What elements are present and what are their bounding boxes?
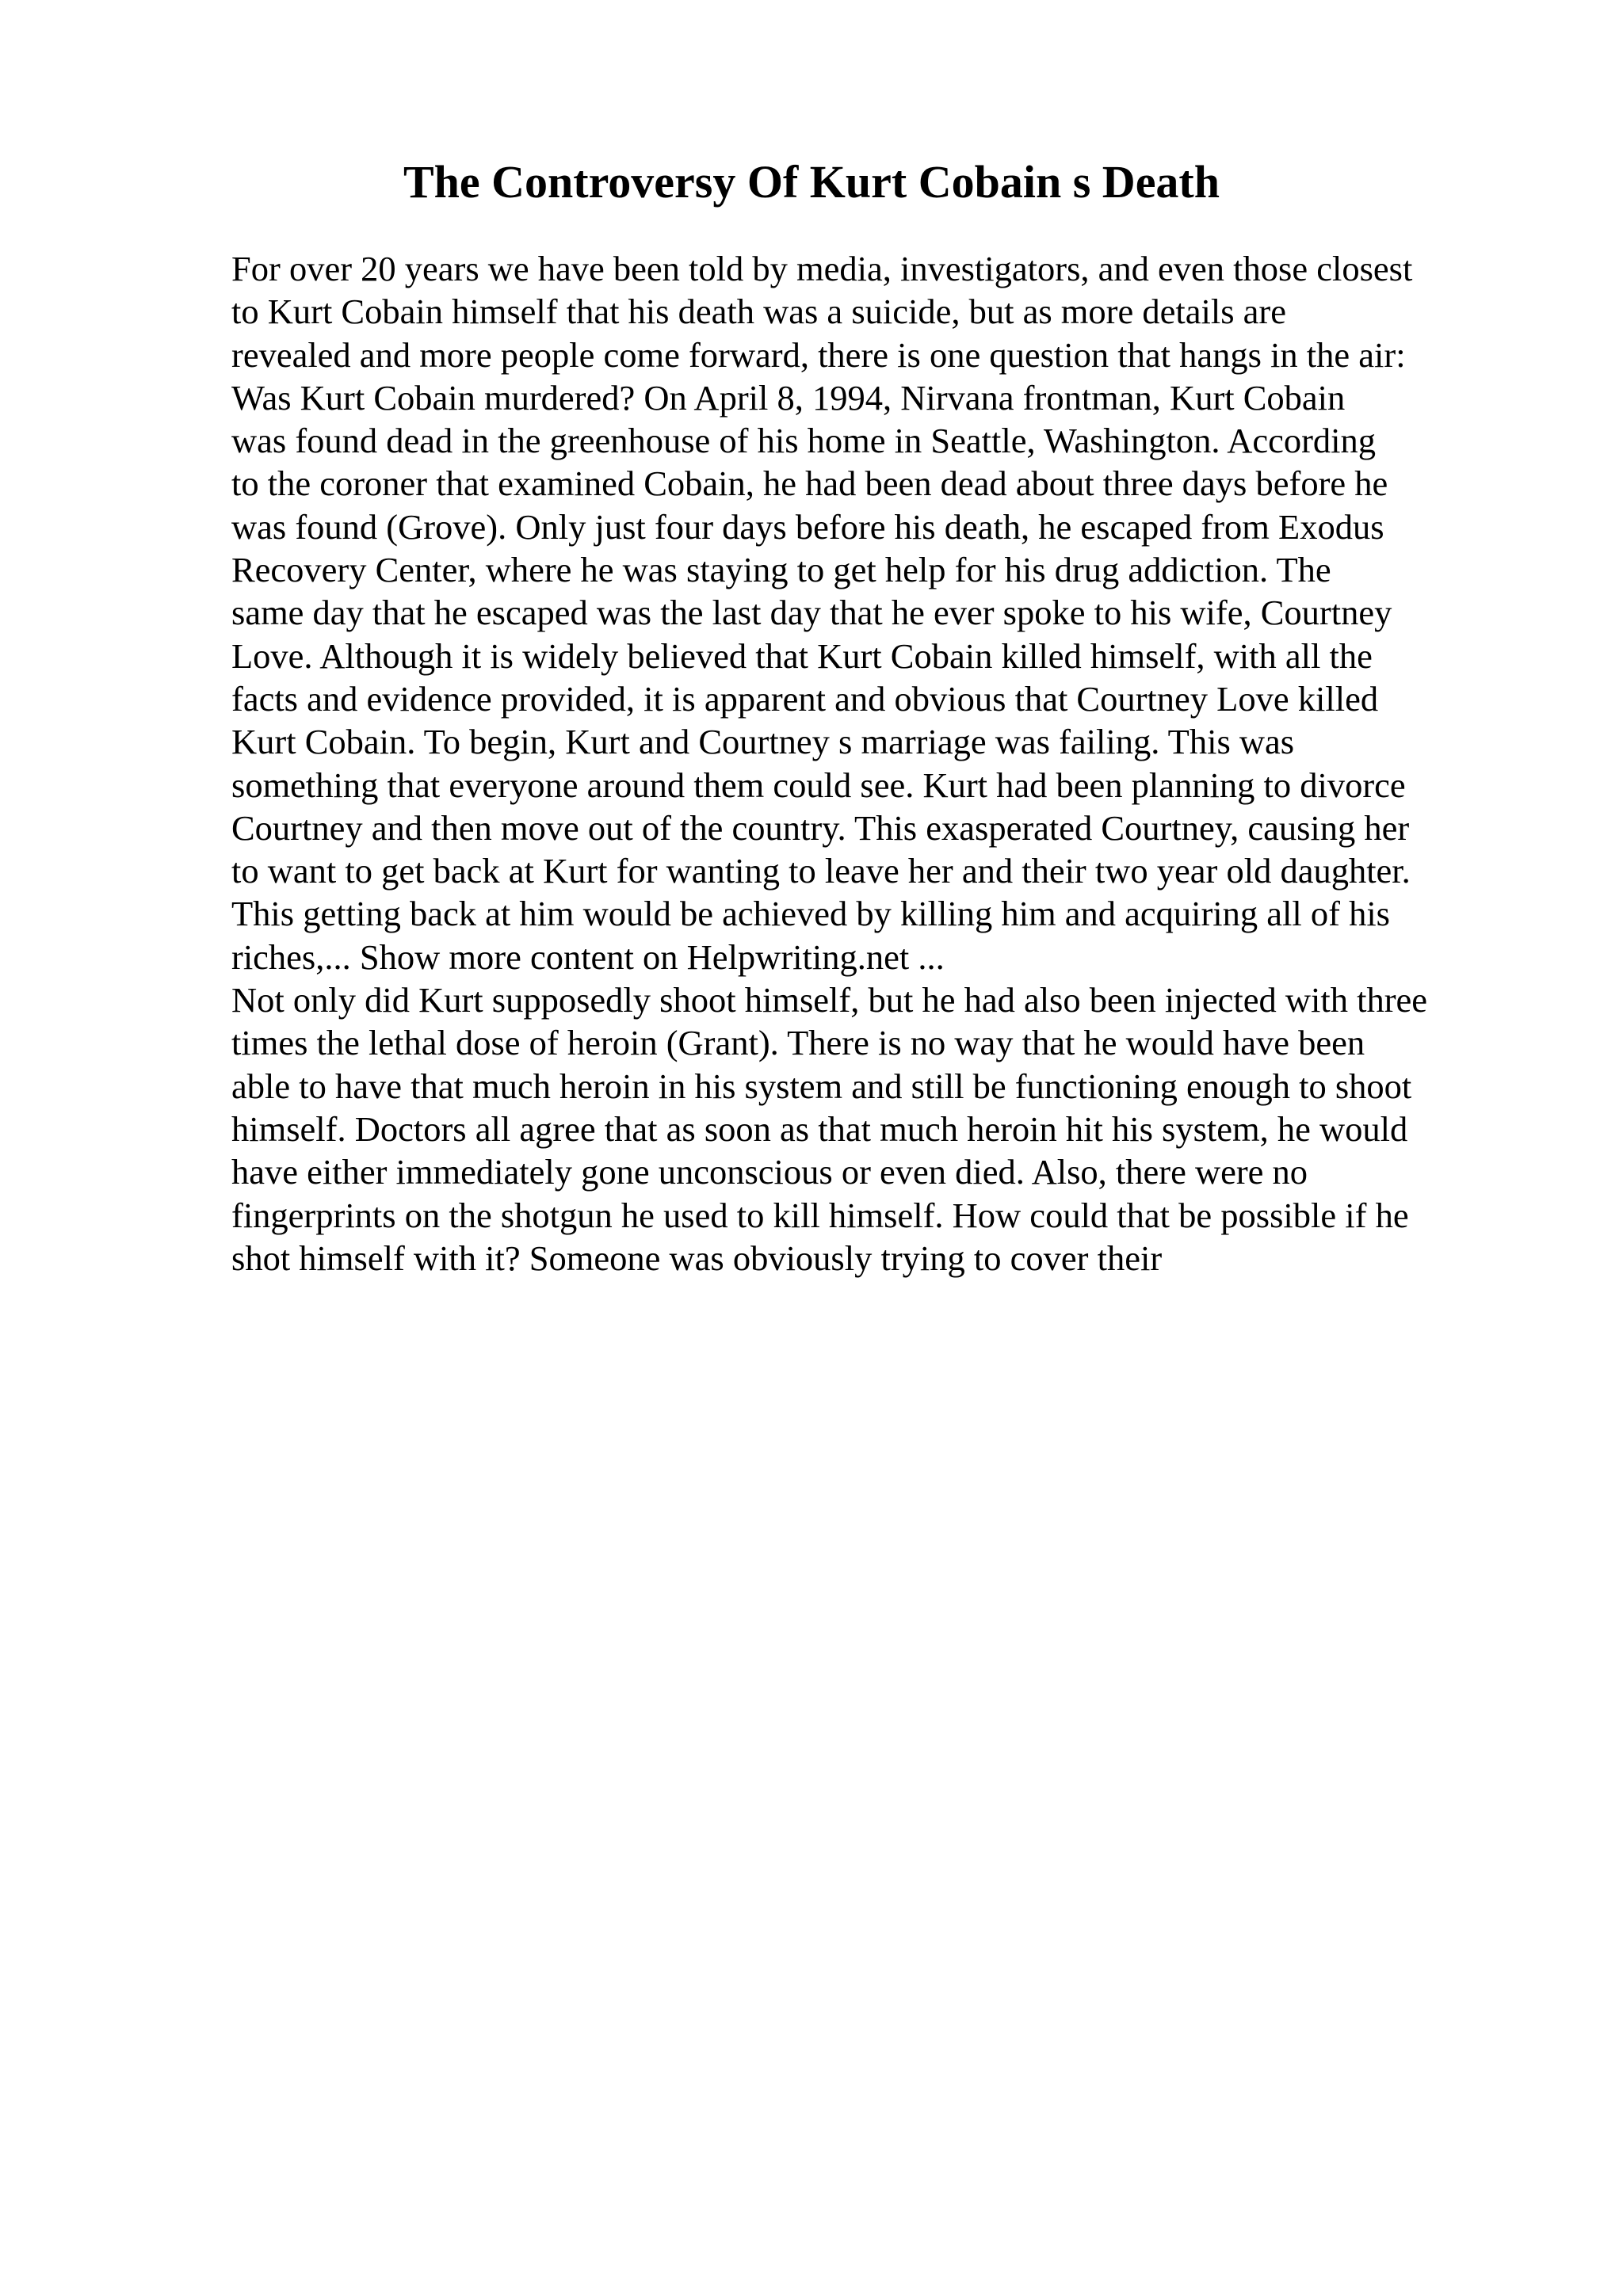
body-line: times the lethal dose of heroin (Grant). There is no way that he would have been	[231, 1023, 1365, 1063]
body-line: Kurt Cobain. To begin, Kurt and Courtney s marriage was failing. This was	[231, 722, 1295, 762]
body-line: something that everyone around them could see. Kurt had been planning to divorce	[231, 765, 1406, 805]
body-line: Courtney and then move out of the country. This exasperated Courtney, causing her	[231, 807, 1410, 848]
body-line: was found (Grove). Only just four days before his death, he escaped from Exodus	[231, 506, 1384, 547]
show-more-line: riches,... Show more content on Helpwriting.net ...	[231, 936, 945, 977]
body-line: shot himself with it? Someone was obviously trying to cover their	[231, 1238, 1163, 1278]
body-line: fingerprints on the shotgun he used to kill himself. How could that be possible if he	[231, 1195, 1409, 1235]
body-line: to want to get back at Kurt for wanting to leave her and their two year old daughter.	[231, 851, 1411, 891]
body-line: was found dead in the greenhouse of his home in Seattle, Washington. According	[231, 421, 1377, 461]
body-line: same day that he escaped was the last day that he ever spoke to his wife, Courtney	[231, 593, 1392, 633]
body-line: revealed and more people come forward, there is one question that hangs in the air:	[231, 334, 1406, 375]
body-line: For over 20 years we have been told by media, investigators, and even those closest	[231, 249, 1413, 288]
body-line: to Kurt Cobain himself that his death was a suicide, but as more details are	[231, 292, 1286, 332]
body-line: himself. Doctors all agree that as soon as that much heroin hit his system, he would	[231, 1108, 1408, 1149]
body-line: have either immediately gone unconscious or even died. Also, there were no	[231, 1152, 1308, 1192]
body-line: facts and evidence provided, it is apparent and obvious that Courtney Love killed	[231, 678, 1379, 719]
body-line: Was Kurt Cobain murdered? On April 8, 1994, Nirvana frontman, Kurt Cobain	[231, 377, 1346, 418]
body-line: to the coroner that examined Cobain, he had been dead about three days before he	[231, 463, 1388, 504]
body-line: This getting back at him would be achieved by killing him and acquiring all of his	[231, 894, 1391, 934]
document-body	[231, 247, 1515, 1280]
document-title: The Controversy Of Kurt Cobain s Death	[403, 156, 1220, 208]
body-line: Not only did Kurt supposedly shoot himself, but he had also been injected with three	[231, 980, 1428, 1020]
body-line: Love. Although it is widely believed that Kurt Cobain killed himself, with all the	[231, 635, 1373, 676]
body-line: able to have that much heroin in his system and still be functioning enough to shoot	[231, 1066, 1412, 1106]
body-line: Recovery Center, where he was staying to get help for his drug addiction. The	[231, 550, 1331, 590]
